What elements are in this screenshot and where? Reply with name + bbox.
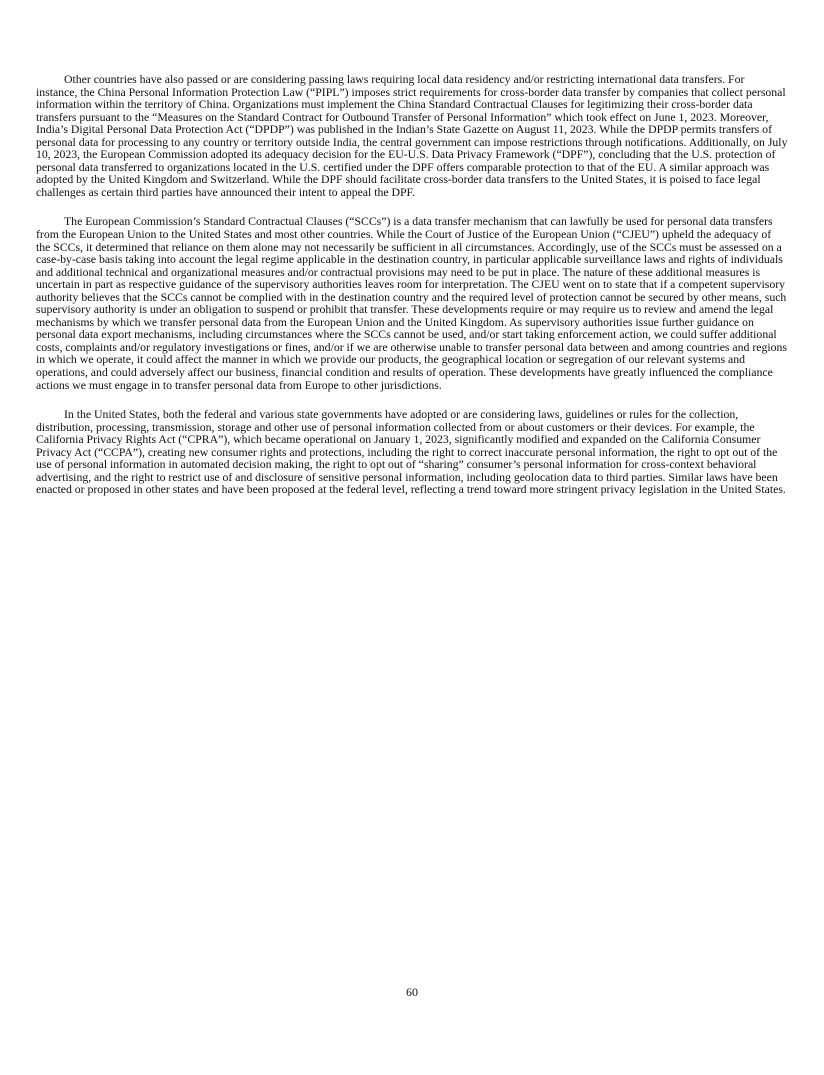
paragraph-standard-contractual-clauses: The European Commission’s Standard Contractual Clauses (“SCCs”) is a data transfer mechanism that can lawfully be used for personal data transfers from the European Union to the United States and most other countries. While the Court of Justice of the European Union (“CJEU”) upheld the adequacy of the SCCs, it determined that reliance on them alone may not necessarily be sufficient in all circumstances. Accordingly, use of the SCCs must be assessed on a case-by-case basis taking into account the legal regime applicable in the destination country, in particular applicable surveillance laws and rights of individuals and additional technical and organizational measures and/or contractual provisions may need to be put in place. The nature of these additional measures is uncertain in part as respective guidance of the supervisory authorities leaves room for interpretation. The CJEU went on to state that if a competent supervisory authority believes that the SCCs cannot be complied with in the destination country and the required level of protection cannot be secured by other means, such supervisory authority is under an obligation to suspend or prohibit that transfer. These developments require or may require us to review and amend the legal mechanisms by which we transfer personal data from the European Union and the United Kingdom. As supervisory authorities issue further guidance on personal data export mechanisms, including circumstances where the SCCs cannot be used, and/or start taking enforcement action, we could suffer additional costs, complaints and/or regulatory investigations or fines, and/or if we are otherwise unable to transfer personal data between and among countries and regions in which we operate, it could affect the manner in which we provide our products, the geographical location or segregation of our relevant systems and operations, and could adversely affect our business, financial condition and results of operation. These developments have greatly influenced the compliance actions we must engage in to transfer personal data from Europe to other jurisdictions. — [36, 214, 787, 392]
page-number: 60 — [406, 985, 418, 999]
paragraph-data-residency: Other countries have also passed or are considering passing laws requiring local data residency and/or restricting international data transfers. For instance, the China Personal Information Protection Law (“PIPL”) imposes strict requirements for cross-border data transfer by companies that collect personal information within the territory of China. Organizations must implement the China Standard Contractual Clauses for legitimizing their cross-border data transfers pursuant to the “Measures on the Standard Contract for Outbound Transfer of Personal Information” which took effect on June 1, 2023. Moreover, India’s Digital Personal Data Protection Act (“DPDP”) was published in the Indian’s State Gazette on August 11, 2023. While the DPDP permits transfers of personal data for processing to any country or territory outside India, the central government can impose restrictions through notifications. Additionally, on July 10, 2023, the European Commission adopted its adequacy decision for the EU-U.S. Data Privacy Framework (“DPF”), concluding that the U.S. protection of personal data transferred to organizations located in the U.S. certified under the DPF offers comparable protection to that of the EU. A similar approach was adopted by the United Kingdom and Switzerland. While the DPF should facilitate cross-border data transfers to the United States, it is poised to face legal challenges as certain third parties have announced their intent to appeal the DPF. — [36, 72, 788, 199]
document-body — [36, 73, 788, 513]
paragraph-us-privacy-laws: In the United States, both the federal and various state governments have adopted or are considering laws, guidelines or rules for the collection, distribution, processing, transmission, storage and other use of personal information collected from or about customers or their devices. For example, the California Privacy Rights Act (“CPRA”), which became operational on January 1, 2023, significantly modified and expanded on the California Consumer Privacy Act (“CCPA”), creating new consumer rights and protections, including the right to correct inaccurate personal information, the right to opt out of the use of personal information in automated decision making, the right to opt out of “sharing” consumer’s personal information for cross-context behavioral advertising, and the right to restrict use of and disclosure of sensitive personal information, including geolocation data to third parties. Similar laws have been enacted or proposed in other states and have been proposed at the federal level, reflecting a trend toward more stringent privacy legislation in the United States. — [36, 407, 786, 497]
